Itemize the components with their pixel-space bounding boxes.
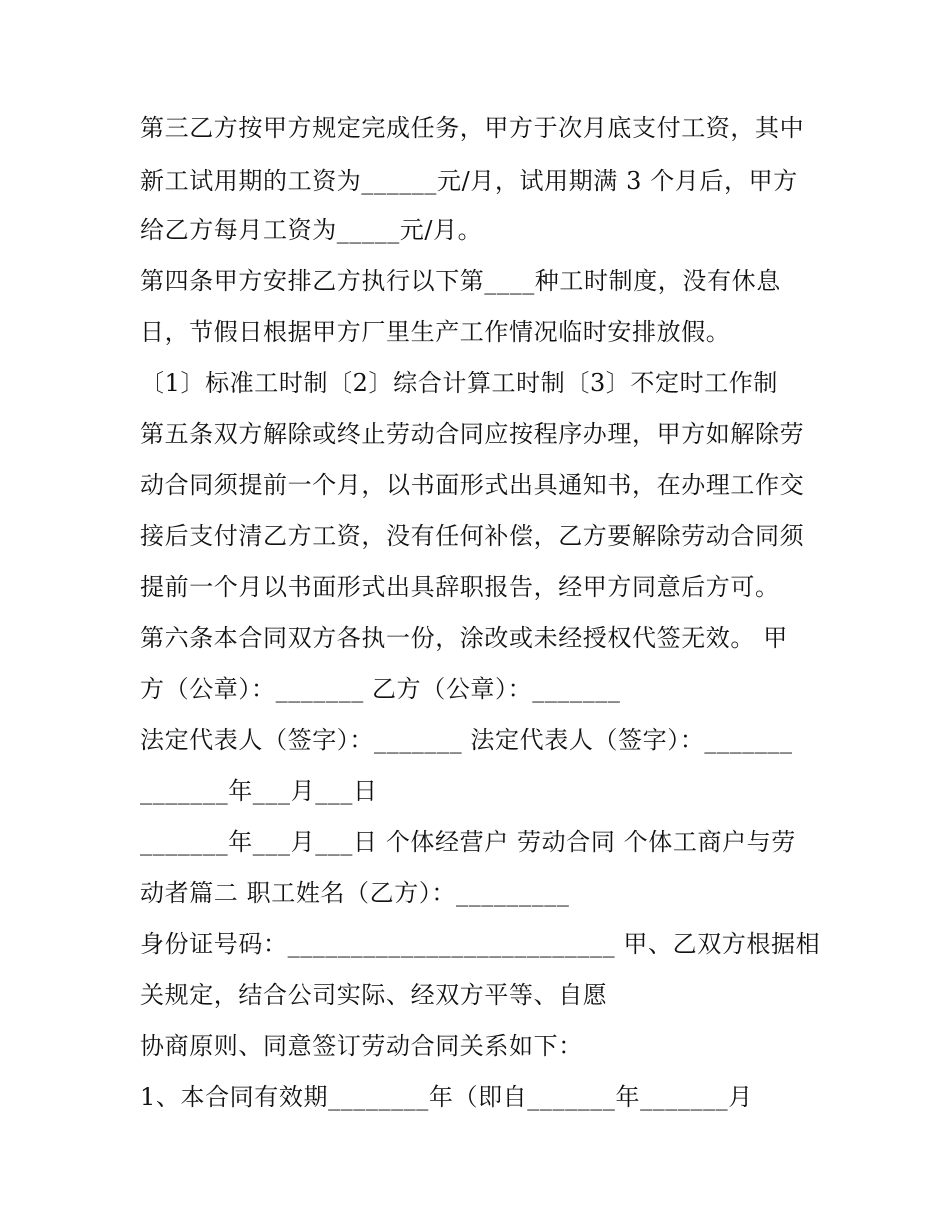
text-line: 动者篇二 职工姓名（乙方）：_________ [140,879,570,907]
text-line: 接后支付清乙方工资，没有任何补偿，乙方要解除劳动合同须 [140,522,805,550]
text-line: 身份证号码：__________________________ 甲、乙双方根据相 [140,930,821,958]
text-line: 协商原则、同意签订劳动合同关系如下： [140,1032,583,1060]
text-line: 新工试用期的工资为______元/月，试用期满 3 个月后，甲方 [140,167,798,195]
text-line: 提前一个月以书面形式出具辞职报告，经甲方同意后方可。 [140,573,780,601]
text-line: 第三乙方按甲方规定完成任务，甲方于次月底支付工资，其中 [140,114,805,142]
text-line: 动合同须提前一个月，以书面形式出具通知书，在办理工作交 [140,471,805,499]
text-line: 给乙方每月工资为_____元/月。 [140,216,483,244]
text-line: 1、本合同有效期________年（即自_______年_______月 [140,1083,753,1111]
text-line: 〔1〕标准工时制〔2〕综合计算工时制〔3〕不定时工作制 [140,369,779,397]
text-line: 法定代表人（签字）：_______ 法定代表人（签字）：_______ [140,726,793,754]
text-line: 第五条双方解除或终止劳动合同应按程序办理，甲方如解除劳 [140,420,805,448]
text-line: _______年___月___日 [140,777,378,805]
text-line: 关规定，结合公司实际、经双方平等、自愿 [140,981,608,1009]
text-line: 方（公章）：_______ 乙方（公章）：_______ [140,675,621,703]
text-line: 第四条甲方安排乙方执行以下第____种工时制度，没有休息 [140,267,781,295]
text-line: _______年___月___日 个体经营户 劳动合同 个体工商户与劳 [140,828,796,856]
text-line: 第六条本合同双方各执一份，涂改或未经授权代签无效。 甲 [140,624,788,652]
text-line: 日，节假日根据甲方厂里生产工作情况临时安排放假。 [140,318,731,346]
